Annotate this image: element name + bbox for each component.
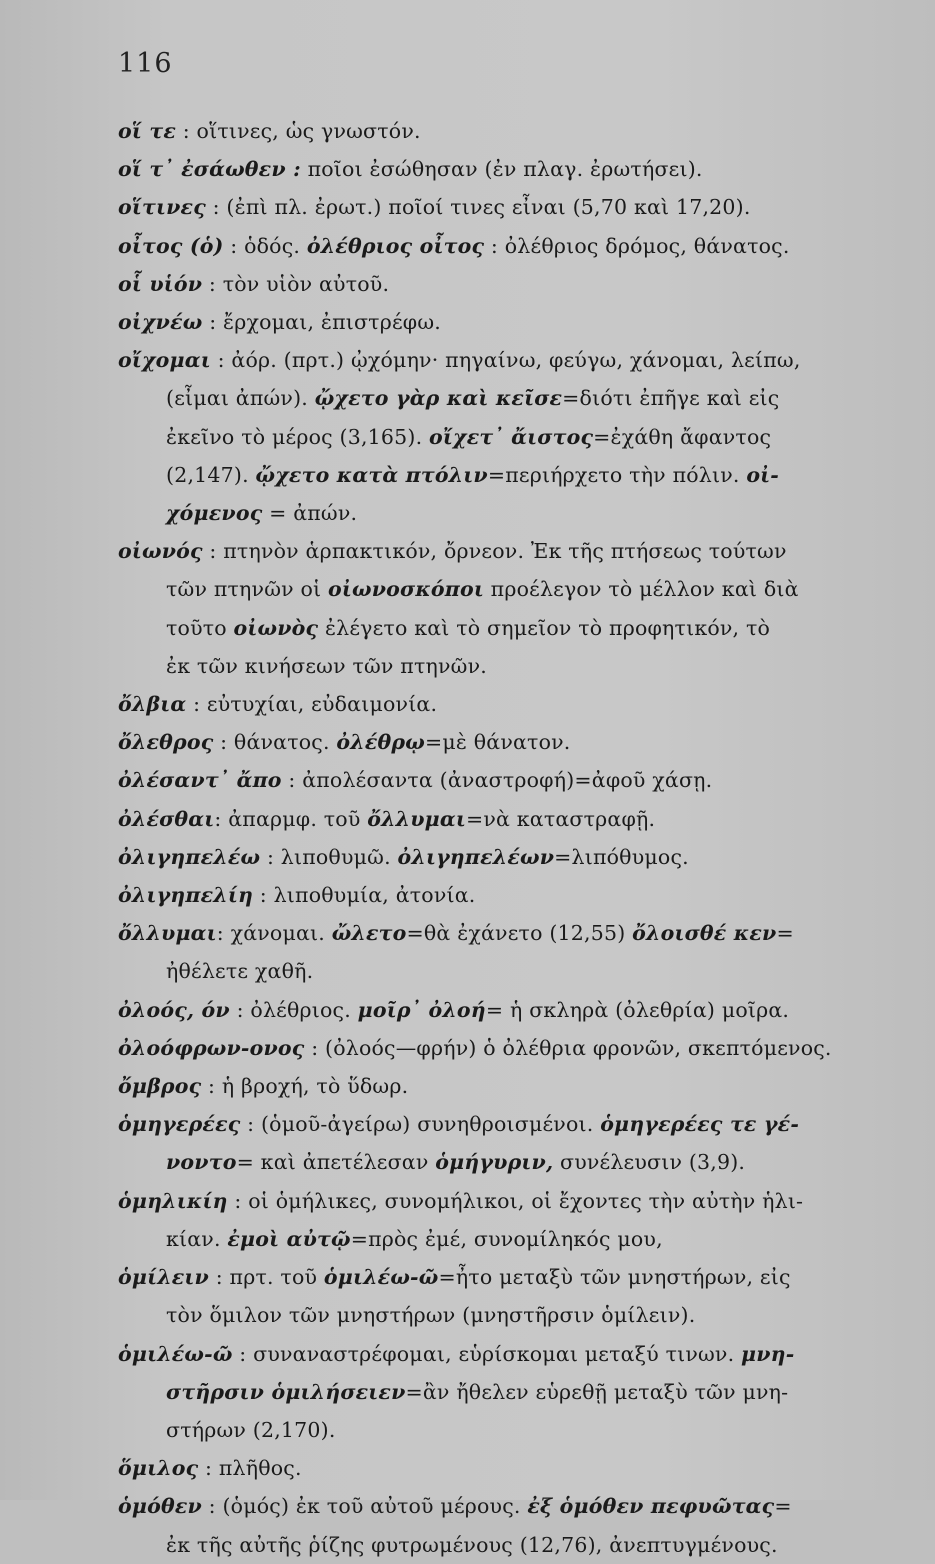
headword: νοντο [166,1150,237,1175]
definition-text: = [774,1494,792,1519]
definition-text: = ἀπών. [262,501,358,526]
definition-text: ἐλέγετο καὶ τὸ σημεῖον τὸ προφητικόν, τὸ [318,615,771,640]
definition-text: : (ὁμοῦ-ἀγείρω) συνηθροισμένοι. [240,1112,601,1137]
headword: μοῖρ᾿ ὀλοή [357,997,486,1022]
headword: ὀλέσαντ᾿ ἄπο [118,768,282,793]
headword: οἶτος (ὁ) [118,233,224,258]
headword: ὁμιλέω-ῶ [323,1265,439,1290]
definition-text: : (ἐπὶ πλ. ἐρωτ.) ποῖοί τινες εἶναι (5,70 καὶ 17,20). [205,195,751,220]
dictionary-entry [118,1258,888,1334]
entry-line [118,1258,888,1296]
headword: ἐξ ὁμόθεν πεφυῶτας [527,1494,775,1519]
definition-text: =ἐχάθη ἄφαντος [593,424,772,449]
definition-text: =λιπόθυμος. [554,844,689,869]
headword: ὄλλυμαι [367,806,466,831]
headword: ἐμοὶ αὐτῷ [227,1226,351,1251]
definition-text: =μὲ θάνατον. [424,730,571,755]
entry-line [118,1449,888,1487]
headword: ὁμηγερέες τε γέ- [600,1112,800,1137]
headword: ὀλοόφρων-ονος [118,1035,305,1060]
definition-text: τοῦτο [166,615,234,640]
definition-text: : οἵτινες, ὡς γνωστόν. [176,119,421,143]
definition-text: = [776,921,794,946]
definition-text: = ἡ σκληρὰ (ὀλεθρία) μοῖρα. [485,997,790,1022]
headword: ὄλοισθέ κεν [632,921,777,946]
definition-text: τῶν πτηνῶν οἱ [166,577,328,602]
definition-text: : θάνατος. [213,730,337,755]
headword: οἴχετ᾿ ἄιστος [429,424,594,449]
headword: ὀλιγηπελέω [118,844,261,869]
entry-line [118,150,888,188]
entry-line [118,303,888,341]
definition-text: =ἂν ἤθελεν εὑρεθῇ μεταξὺ τῶν μνη- [405,1379,789,1404]
dictionary-entry [118,1449,888,1487]
definition-text: : ἀπαρμφ. τοῦ [214,806,368,831]
entry-continuation-line [118,494,888,532]
definition-text: : συναναστρέφομαι, εὑρίσκομαι μεταξύ τινων. [232,1341,742,1366]
definition-text: : ὀλέθριος δρόμος, θάνατος. [484,233,790,258]
dictionary-entry [118,341,888,532]
page-number: 116 [118,48,173,79]
entry-line [118,1029,888,1067]
entry-continuation-line [118,952,888,990]
headword: ᾤχετο γὰρ καὶ κεῖσε [314,386,563,411]
definition-text: : ἀπολέσαντα (ἀναστροφή)=ἀφοῦ χάσῃ. [281,768,713,793]
definition-text: : οἱ ὁμήλικες, συνομήλικοι, οἱ ἔχοντες τὴν αὐτὴν ἡλι- [227,1188,804,1213]
definition-text: =πρὸς ἐμέ, συνομίληκός μου, [350,1226,663,1251]
headword: ὀλέθριος οἶτος [306,233,485,258]
entry-line [118,800,888,838]
dictionary-entry [118,1105,888,1181]
definition-text: κίαν. [166,1226,228,1251]
dictionary-entry [118,761,888,799]
entry-line [118,914,888,952]
entry-line [118,685,888,723]
entry-line [118,1067,888,1105]
definition-text: : τὸν υἱὸν αὐτοῦ. [202,271,390,296]
headword: ὀλοός, όν [118,997,230,1022]
definition-text: προέλεγον τὸ μέλλον καὶ διὰ [483,577,799,602]
definition-text: : (ὁμός) ἐκ τοῦ αὐτοῦ μέρους. [201,1494,528,1519]
dictionary-entry [118,991,888,1029]
headword: ὄλλυμαι [118,921,217,946]
definition-text: : ἔρχομαι, ἐπιστρέφω. [202,310,441,335]
headword: ὀλέθρῳ [336,730,425,755]
headword: οἴχομαι [118,348,211,373]
entry-line [118,1487,888,1525]
entry-line [118,188,888,226]
entry-continuation-line [118,418,888,456]
entry-line [118,227,888,265]
headword: οἰχνέω [118,310,203,335]
definition-text: : ὀλέθριος. [229,997,358,1022]
dictionary-entry [118,1067,888,1105]
definition-text: : εὐτυχίαι, εὐδαιμονία. [186,692,438,717]
headword: ὁμήγυριν, [435,1150,554,1175]
entry-continuation-line [118,1373,888,1411]
definition-text: =διότι ἐπῆγε καὶ εἰς [562,386,780,411]
headword: ὁμόθεν [118,1494,202,1519]
headword: ὁμιλέω-ῶ [118,1341,233,1366]
dictionary-entry [118,723,888,761]
headword: οἰωνός [118,539,203,564]
definition-text: : (ὀλοός—φρήν) ὁ ὀλέθρια φρονῶν, σκεπτόμενος. [304,1035,832,1060]
headword: ὄλβια [118,692,187,717]
headword: ὀλέσθαι [118,806,215,831]
definition-text: ἐκεῖνο τὸ μέρος (3,165). [166,424,430,449]
definition-text: =νὰ καταστραφῇ. [465,806,656,831]
dictionary-entry [118,1182,888,1258]
definition-text: : λιποθυμία, ἀτονία. [253,883,476,908]
dictionary-entry [118,265,888,303]
definition-text: (εἶμαι ἀπών). [166,386,315,411]
definition-text: : χάνομαι. [216,921,332,946]
entry-line [118,532,888,570]
dictionary-entry [118,1335,888,1450]
definition-text: ἠθέλετε χαθῆ. [166,959,314,984]
headword: στῆρσιν ὁμιλήσειεν [166,1379,406,1404]
entry-line [118,723,888,761]
dictionary-entry [118,188,888,226]
dictionary-entry [118,532,888,685]
headword: ὄμβρος [118,1074,202,1099]
entry-continuation-line [118,1296,888,1334]
entry-continuation-line [118,1220,888,1258]
dictionary-entry [118,303,888,341]
dictionary-entry [118,112,888,150]
headword: ὅμιλος [118,1456,199,1481]
definition-text: =περιήρχετο τὴν πόλιν. [487,462,747,487]
entry-continuation-line [118,570,888,608]
dictionary-entry [118,800,888,838]
headword: οἵ τ᾿ ἐσάωθεν : [118,157,301,182]
definition-text: : ὁδός. [223,233,307,258]
definition-text: ἐκ τῶν κινήσεων τῶν πτηνῶν. [166,653,487,678]
headword: ὁμηγερέες [118,1112,241,1137]
headword: μνη- [741,1341,795,1366]
entry-continuation-line [118,609,888,647]
definition-text: (2,147). [166,462,256,487]
entry-continuation-line [118,1526,888,1564]
definition-text: = καὶ ἀπετέλεσαν [236,1150,436,1175]
headword: ὁμίλειν [118,1265,209,1290]
definition-text: : λιποθυμῶ. [260,844,398,869]
dictionary-entry [118,227,888,265]
definition-text: : πρτ. τοῦ [208,1265,324,1290]
headword: οἰ- [746,462,780,487]
definition-text: : πτηνὸν ἁρπακτικόν, ὄρνεον. Ἐκ τῆς πτήσεως τούτων [202,539,787,564]
entry-line [118,1105,888,1143]
headword: οἷ υἱόν [118,271,203,296]
entry-line [118,838,888,876]
headword: ὁμηλικίη [118,1188,228,1213]
entry-line [118,991,888,1029]
headword: ᾤχετο κατὰ πτόλιν [255,462,488,487]
headword: ὤλετο [331,921,407,946]
dictionary-entry [118,876,888,914]
definition-text: =θὰ ἐχάνετο (12,55) [406,921,633,946]
entry-continuation-line [118,1143,888,1181]
dictionary-entry [118,150,888,188]
definition-text: : ἡ βροχή, τὸ ὕδωρ. [201,1074,409,1099]
entry-line [118,341,888,379]
dictionary-entry [118,838,888,876]
entry-line [118,1182,888,1220]
entry-line [118,761,888,799]
definition-text: ποῖοι ἐσώθησαν (ἐν πλαγ. ἐρωτήσει). [300,157,703,182]
definition-text: =ἦτο μεταξὺ τῶν μνηστήρων, εἰς [438,1265,791,1290]
entry-continuation-line [118,379,888,417]
definition-text: συνέλευσιν (3,9). [553,1150,746,1175]
definition-text: ἐκ τῆς αὐτῆς ῥίζης φυτρωμένους (12,76), ἀνεπτυγμένους. [166,1532,778,1557]
entry-line [118,112,888,150]
definition-text: στήρων (2,170). [166,1417,336,1442]
entry-continuation-line [118,1411,888,1449]
definition-text: : ἀόρ. (πρτ.) ᾠχόμην· πηγαίνω, φεύγω, χάνομαι, λείπω, [210,348,801,373]
headword: οἵ τε [118,119,176,143]
definition-text: : πλῆθος. [198,1456,302,1481]
headword: ὀλιγηπελέων [397,844,555,869]
headword: ὀλιγηπελίη [118,883,254,908]
headword: ὄλεθρος [118,730,214,755]
dictionary-entry [118,1487,888,1563]
definition-text: τὸν ὅμιλον τῶν μνηστήρων (μνηστῆρσιν ὁμίλειν). [166,1303,696,1328]
entry-continuation-line [118,456,888,494]
headword: οἰωνοσκόποι [328,577,484,602]
dictionary-entry [118,1029,888,1067]
headword: οἵτινες [118,195,206,220]
entry-line [118,265,888,303]
dictionary-entry [118,914,888,990]
dictionary-entry [118,685,888,723]
entry-line [118,1335,888,1373]
entry-continuation-line [118,647,888,685]
entry-line [118,876,888,914]
headword: οἰωνὸς [233,615,319,640]
dictionary-entries [118,112,888,1564]
headword: χόμενος [166,501,263,526]
